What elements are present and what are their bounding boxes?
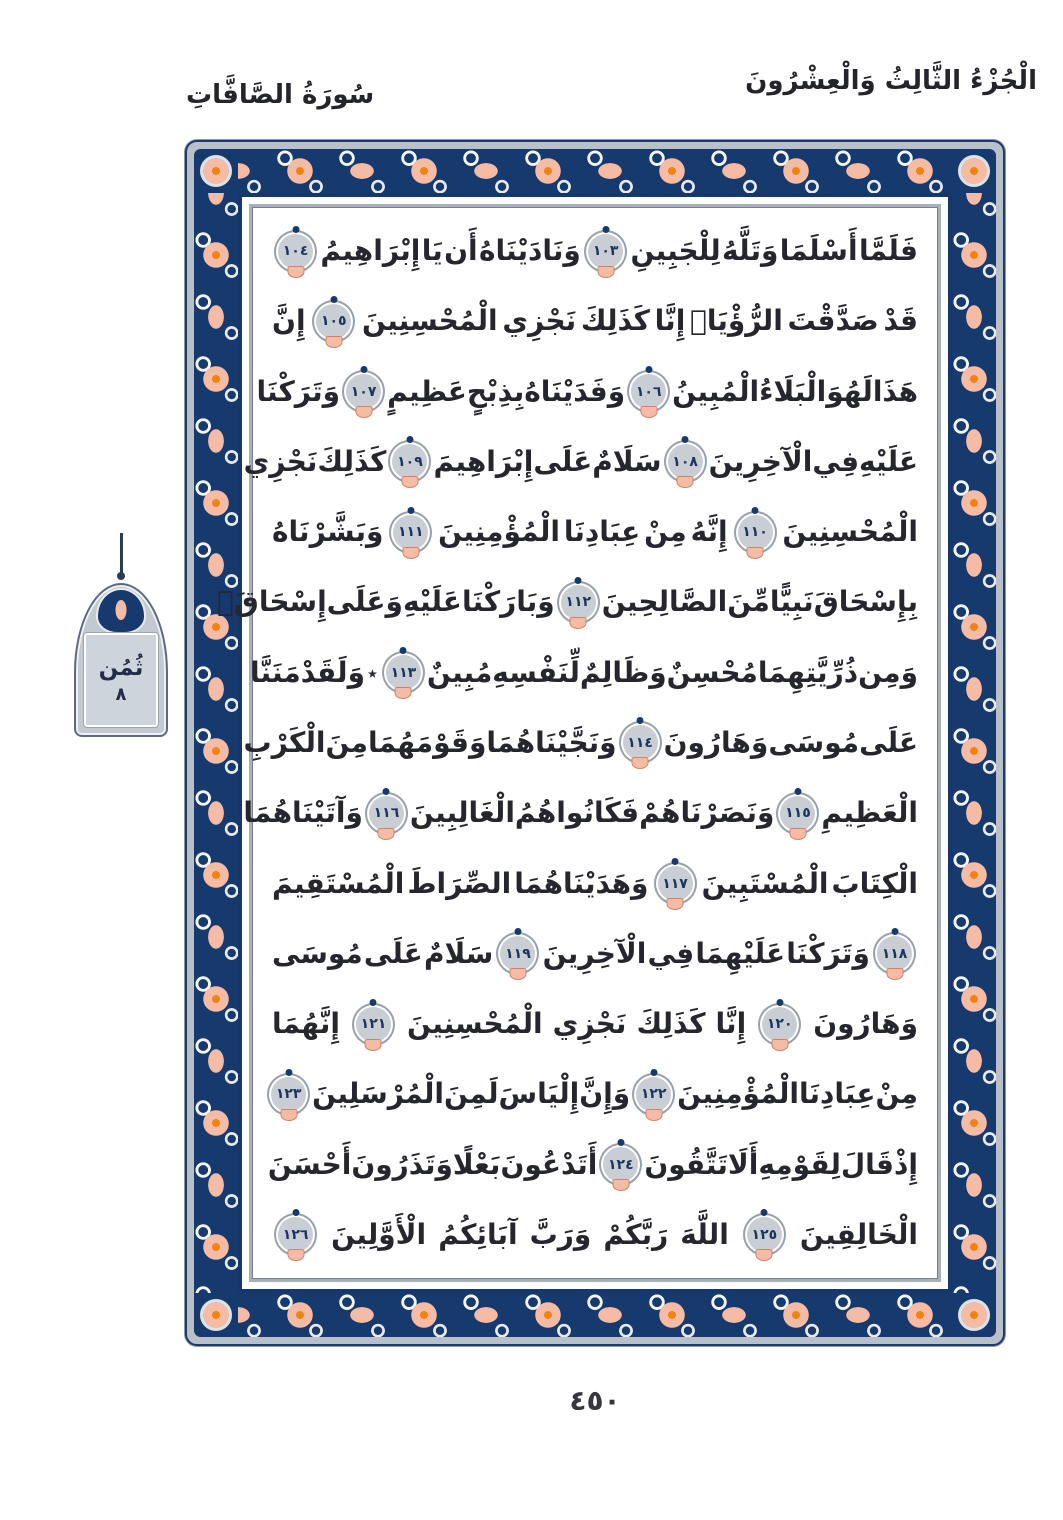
verse-number: ١٢٢: [640, 1086, 667, 1103]
verse-number-marker: [780, 796, 815, 831]
border-corner-flower-icon: [194, 149, 238, 193]
quran-word: الْمُؤْمِنِينَ: [677, 1077, 799, 1111]
thumn-marker: [74, 533, 168, 737]
verse-number-marker: [623, 725, 658, 760]
quran-word: وَإِنَّ: [579, 1077, 631, 1111]
verse-number-marker: [658, 866, 693, 901]
thumn-dome: [74, 583, 168, 737]
ornamental-border-frame: [185, 140, 1005, 1346]
quran-word: رَبَّكُمْ: [603, 1217, 669, 1251]
quran-line: [272, 502, 918, 562]
quran-word: لَمِنَ: [444, 1077, 499, 1111]
verse-number: ١١٦: [373, 805, 400, 822]
quran-word: كَذَلِكَ: [580, 304, 650, 338]
quran-line: [267, 1135, 918, 1195]
quran-line: [243, 713, 918, 773]
quran-word: عَظِيمٍ: [387, 374, 467, 408]
quran-word: فِي: [812, 444, 860, 478]
quran-word: وَبَارَكْنَا: [461, 585, 555, 619]
quran-word: الْمُؤْمِنِينَ: [438, 515, 560, 549]
verse-number-marker: [356, 1007, 391, 1042]
verse-number-marker: [747, 1217, 782, 1252]
quran-word: مِنْ: [875, 1077, 918, 1111]
quran-word: الرُّؤْيَاۚ: [690, 304, 783, 338]
quran-word: مِنْ: [644, 515, 687, 549]
quran-word: فَكَانُوا: [556, 796, 640, 830]
quran-word: وَهَارُونَ: [813, 1007, 918, 1041]
quran-word: عَلَى: [363, 936, 423, 970]
verse-number: ١٢٠: [766, 1016, 793, 1033]
quran-word: الْبَلَاءُ: [759, 374, 827, 408]
text-panel: [217, 193, 952, 1293]
quran-word: عَلَى: [533, 444, 593, 478]
thumn-finial-line: [120, 533, 123, 573]
quran-word: بِذِبْحٍ: [466, 374, 525, 408]
thumn-crown-ornament-icon: [98, 590, 144, 632]
quran-word: عِبَادِنَا: [798, 1077, 876, 1111]
quran-lines: [217, 207, 938, 1279]
verse-number-marker: [500, 936, 535, 971]
verse-number: ١٠٨: [672, 453, 698, 470]
quran-word: إِنَّ: [272, 304, 306, 338]
quran-line: [272, 854, 918, 914]
verse-number-marker: [392, 444, 427, 479]
quran-word: بِإِسْحَاقَ: [813, 585, 918, 619]
verse-number: ١٠٣: [592, 243, 619, 259]
quran-word: عَلَيْهِمَا: [695, 936, 786, 970]
quran-line: [272, 291, 918, 351]
verse-number-marker: [631, 374, 666, 409]
quran-word: الْمُحْسِنِينَ: [782, 515, 918, 549]
quran-word: عَلَيْهِ: [859, 444, 918, 478]
quran-line: [243, 783, 918, 843]
quran-word: أَسْلَمَا: [779, 234, 858, 267]
verse-number: ١٢٣: [275, 1086, 302, 1103]
verse-number-marker: [393, 515, 428, 550]
quran-word: مُحْسِنٌ: [666, 655, 758, 689]
quran-word: وَظَالِمٌ: [579, 655, 667, 689]
quran-word: عِبَادِنَا: [563, 515, 641, 549]
quran-word: أَن: [444, 234, 478, 267]
verse-number-marker: [877, 936, 912, 971]
border-ornament-bottom: [238, 1293, 952, 1337]
quran-word: أَحْسَنَ: [267, 1147, 352, 1181]
quran-word: اللَّهَ: [680, 1217, 729, 1251]
quran-word: عَلَى: [859, 725, 918, 759]
quran-word: نَجْزِي: [552, 1007, 627, 1041]
quran-word: الْمُحْسِنِينَ: [362, 304, 498, 338]
quran-word: هَذَا: [872, 374, 918, 408]
quran-word: الْآخِرِينَ: [708, 444, 813, 478]
quran-word: سَلَامٌ: [592, 444, 662, 478]
border-ornament-right: [952, 193, 996, 1293]
quran-word: مِنَ: [325, 725, 368, 759]
quran-word: الْخَالِقِينَ: [799, 1217, 918, 1251]
quran-line: [272, 1205, 918, 1265]
verse-number: ١٠٧: [350, 383, 377, 400]
quran-line: [250, 643, 918, 703]
rub-el-hizb-icon: ٭: [366, 660, 378, 685]
verse-number: ١١٨: [881, 945, 908, 962]
verse-number-marker: [271, 1077, 306, 1112]
quran-word: لِلْجَبِينِ: [630, 234, 721, 267]
verse-number: ١١١: [397, 524, 424, 541]
quran-word: إِنَّهُمَا: [272, 1007, 340, 1041]
quran-word: وَهَدَيْنَاهُمَا: [514, 866, 649, 900]
border-corner-flower-icon: [952, 149, 996, 193]
verse-number: ١١٥: [785, 805, 811, 822]
quran-word: وَلَقَدْ: [300, 655, 365, 689]
verse-number-marker: [668, 444, 703, 479]
quran-line: [243, 432, 918, 492]
quran-word: وَعَلَى: [326, 585, 403, 619]
quran-line: [256, 362, 918, 422]
thumn-number: ٨: [115, 684, 127, 705]
verse-number-marker: [278, 234, 313, 269]
quran-word: لَهُوَ: [826, 374, 873, 408]
verse-number: ١٢١: [360, 1016, 387, 1033]
quran-word: وَنَجَّيْنَاهُمَا: [486, 725, 617, 759]
quran-word: ذُرِّيَّتِهِمَا: [757, 655, 859, 689]
verse-number-marker: [316, 304, 351, 339]
quran-word: نَجْزِي: [243, 444, 318, 478]
quran-line: [272, 924, 918, 984]
verse-number-marker: [346, 374, 381, 409]
verse-number-marker: [762, 1007, 797, 1042]
verse-number-marker: [603, 1147, 638, 1182]
quran-word: مَنَنَّا: [250, 655, 301, 689]
quran-word: وَنَادَيْنَاهُ: [478, 234, 581, 267]
quran-word: إِذْ: [894, 1147, 918, 1181]
verse-number: ١١٩: [505, 945, 531, 962]
quran-word: فَلَمَّا: [858, 234, 918, 267]
quran-word: وَرَبَّ: [529, 1217, 592, 1251]
verse-number-marker: [636, 1077, 671, 1112]
quran-word: إِبْرَاهِيمُ: [320, 234, 421, 267]
verse-number: ١٢٥: [751, 1226, 778, 1243]
quran-word: إِسْحَاقَۚ: [217, 585, 327, 619]
verse-number-marker: [278, 1217, 313, 1252]
quran-word: وَفَدَيْنَاهُ: [524, 374, 626, 408]
page-number: ٤٥٠: [569, 1384, 621, 1417]
quran-word: وَتَرَكْنَا: [256, 374, 341, 408]
quran-word: الصَّالِحِينَ: [601, 585, 728, 619]
quran-word: إِنَّا: [654, 304, 686, 338]
quran-word: إِنَّهُ: [690, 515, 728, 549]
verse-number: ١٠٥: [320, 313, 347, 330]
border-corner-flower-icon: [952, 1293, 996, 1337]
verse-number-marker: [369, 796, 404, 831]
quran-word: مِّنَ: [727, 585, 770, 619]
thumn-panel: [84, 633, 158, 727]
quran-word: وَنَصَرْنَاهُمْ: [639, 796, 775, 830]
verse-number: ١١٧: [662, 875, 688, 892]
quran-word: كَذَلِكَ: [317, 444, 387, 478]
quran-line: [272, 1064, 918, 1124]
quran-word: إِلْيَاسَ: [498, 1077, 580, 1111]
text-panel-inner-rule: [217, 204, 941, 1282]
border-ornament-left: [194, 193, 238, 1293]
quran-word: سَلَامٌ: [423, 936, 494, 970]
verse-number: ١٠٦: [635, 383, 662, 400]
quran-word: كَذَلِكَ: [636, 1007, 706, 1041]
verse-number: ١١٣: [390, 664, 417, 681]
quran-word: أَتَدْعُونَ: [500, 1147, 598, 1181]
quran-word: مُبِينٌ: [426, 655, 493, 689]
quran-word: إِبْرَاهِيمَ: [433, 444, 534, 478]
thumn-label: ثُمُن: [98, 655, 144, 681]
border-corner-flower-icon: [194, 1293, 238, 1337]
quran-word: الْغَالِبِينَ: [409, 796, 515, 830]
quran-line: [272, 994, 918, 1054]
quran-word: يَا: [421, 234, 443, 267]
quran-word: الْكِتَابَ: [831, 866, 918, 900]
quran-word: فِي: [647, 936, 695, 970]
verse-number: ١١٤: [627, 734, 653, 751]
quran-word: آبَائِكُمُ: [438, 1217, 518, 1251]
verse-number: ١١٠: [742, 524, 768, 541]
quran-line: [217, 572, 918, 632]
quran-word: وَتَذَرُونَ: [351, 1147, 453, 1181]
quran-word: وَبَشَّرْنَاهُ: [272, 515, 384, 549]
verse-number-marker: [738, 515, 773, 550]
verse-number: ١٢٦: [282, 1226, 309, 1243]
quran-word: الْعَظِيمِ: [821, 796, 918, 830]
quran-word: نَبِيًّا: [769, 585, 814, 619]
quran-word: وَتَرَكْنَا: [786, 936, 870, 970]
quran-word: الْكَرْبِ: [243, 725, 326, 759]
quran-word: لِقَوْمِهِ: [758, 1147, 841, 1181]
quran-word: الْمُسْتَبِينَ: [701, 866, 829, 900]
quran-word: تَتَّقُونَ: [644, 1147, 728, 1181]
quran-word: نَجْزِي: [502, 304, 577, 338]
quran-word: إِنَّا: [715, 1007, 747, 1041]
quran-word: أَلَا: [727, 1147, 759, 1181]
border-ornament-top: [238, 149, 952, 193]
quran-word: الْآخِرِينَ: [542, 936, 647, 970]
quran-word: وَقَوْمَهُمَا: [368, 725, 487, 759]
quran-word: الْمُسْتَقِيمَ: [272, 866, 405, 900]
quran-word: الْأَوَّلِينَ: [331, 1217, 427, 1251]
quran-word: الصِّرَاطَ: [407, 866, 512, 900]
quran-word: الْمُبِينُ: [672, 374, 760, 408]
quran-word: وَمِن: [858, 655, 918, 689]
verse-number-marker: [386, 655, 421, 690]
verse-number: ١٢٤: [608, 1156, 634, 1173]
quran-line: [272, 221, 918, 281]
quran-word: الْمُرْسَلِينَ: [312, 1077, 445, 1111]
verse-number: ١٠٩: [397, 453, 423, 470]
quran-word: صَدَّقْتَ: [787, 304, 879, 338]
quran-word: وَتَلَّهُ: [722, 234, 779, 267]
quran-word: هُمُ: [514, 796, 557, 830]
ornamental-band: [194, 149, 996, 1337]
juz-title: الْجُزْءُ الثَّالِثُ وَالْعِشْرُونَ: [745, 66, 1037, 96]
quran-word: بَعْلًا: [452, 1147, 501, 1181]
surah-title: سُورَةُ الصَّافَّاتِ: [186, 80, 375, 110]
verse-number: ١١٢: [565, 594, 592, 611]
quran-word: الْمُحْسِنِينَ: [407, 1007, 543, 1041]
verse-number-marker: [588, 234, 623, 269]
quran-word: وَهَارُونَ: [663, 725, 769, 759]
quran-word: لِّنَفْسِهِ: [492, 655, 580, 689]
quran-word: مُوسَى: [768, 725, 860, 759]
quran-word: قَدْ: [883, 304, 918, 338]
quran-word: مُوسَى: [272, 936, 363, 970]
verse-number-marker: [561, 585, 596, 620]
verse-number: ١٠٤: [282, 243, 309, 259]
quran-word: عَلَيْهِ: [402, 585, 462, 619]
quran-word: قَالَ: [840, 1147, 895, 1181]
quran-word: وَآتَيْنَاهُمَا: [243, 796, 363, 830]
